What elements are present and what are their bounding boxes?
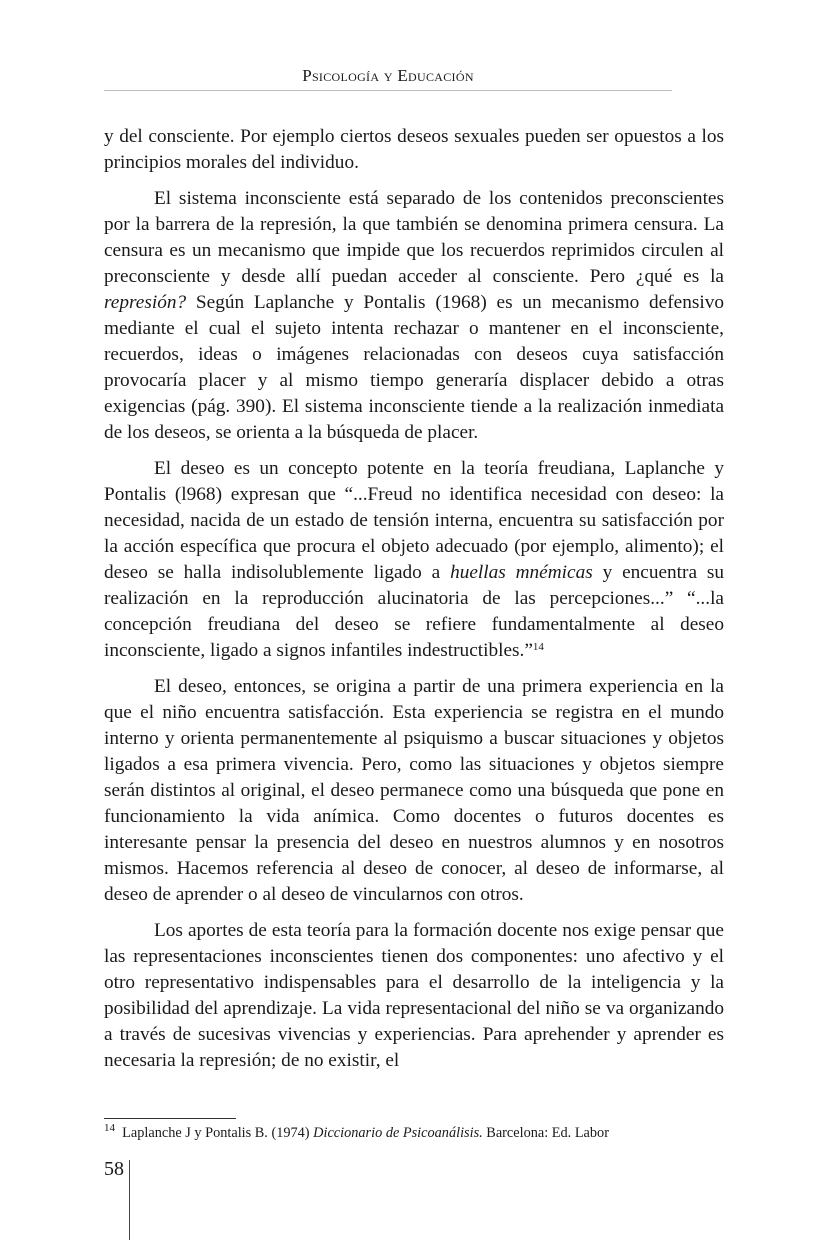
- text-segment: y del consciente. Por ejemplo ciertos deseos sexuales pueden ser opuestos a los principios morales del individuo.: [104, 126, 724, 173]
- italic-term: huellas mnémicas: [450, 562, 593, 583]
- text-segment: y encuentra su realización en la reproducción alucinatoria de las percepciones...” “...la concepción freudiana del deseo se refiere fundamentalmente al deseo inconsciente, ligado a signos infantiles indestructibles.”: [104, 562, 724, 661]
- text-segment: Según Laplanche y Pontalis (1968) es un mecanismo defensivo mediante el cual el sujeto intenta rechazar o mantener en el inconsciente, recuerdos, ideas o imágenes relacionadas con deseos cuya satisfacción provocaría placer y al mismo tiempo generaría displacer debido a otras exigencias (pág. 390). El sistema inconsciente tiende a la realización inmediata de los deseos, se orienta a la búsqueda de placer.: [104, 292, 724, 443]
- text-segment: El sistema inconsciente está separado de los contenidos preconscientes por la barrera de la represión, la que también se denomina primera censura. La censura es un mecanismo que impide que los recuerdos reprimidos circulen al preconsciente y desde allí puedan acceder al consciente. Pero ¿qué es la: [104, 188, 724, 287]
- page-number: 58: [104, 1158, 124, 1180]
- paragraph: [104, 918, 724, 1074]
- footnote-number: 14: [104, 1122, 115, 1134]
- paragraph: [104, 456, 724, 664]
- text-segment: El deseo es un concepto potente en la teoría freudiana, Laplanche y Pontalis (l968) expresan que “...Freud no identifica necesidad con deseo: la necesidad, nacida de un estado de tensión interna, encuentra su satisfacción por la acción específica que procura el objeto adecuado (por ejemplo, alimento); el deseo se halla indisolublemente ligado a: [104, 458, 724, 583]
- footnote-title: Diccionario de Psicoanálisis.: [313, 1125, 483, 1141]
- text-segment: El deseo, entonces, se origina a partir de una primera experiencia en la que el niño encuentra satisfacción. Esta experiencia se registra en el mundo interno y orienta permanentemente al psiquismo a buscar situaciones y objetos ligados a esa primera vivencia. Pero, como las situaciones y objetos siempre serán distintos al original, el deseo permanece como una búsqueda que pone en funcionamiento la vida anímica. Como docentes o futuros docentes es interesante pensar la presencia del deseo en nuestros alumnos y en nosotros mismos. Hacemos referencia al deseo de conocer, al deseo de informarse, al deseo de aprender o al deseo de vincularnos con otros.: [104, 676, 724, 905]
- paragraph: [104, 124, 724, 176]
- footnote-text: Laplanche J y Pontalis B. (1974): [122, 1125, 314, 1141]
- text-segment: Los aportes de esta teoría para la formación docente nos exige pensar que las representaciones inconscientes tienen dos componentes: uno afectivo y el otro representativo indispensables para el desarrollo de la inteligencia y la posibilidad del aprendizaje. La vida representacional del niño se va organizando a través de sucesivas vivencias y experiencias. Para aprehender y aprender es necesaria la represión; de no existir, el: [104, 920, 724, 1071]
- footnote: [104, 1124, 724, 1142]
- footnote-reference: 14: [532, 641, 544, 653]
- page-number-rule: [129, 1160, 130, 1240]
- header-divider: [104, 90, 672, 91]
- paragraph: [104, 186, 724, 446]
- body-text: [104, 124, 724, 1084]
- footnote-divider: [104, 1118, 236, 1119]
- footnote-publisher: Barcelona: Ed. Labor: [482, 1125, 609, 1141]
- paragraph: [104, 674, 724, 908]
- running-header: Psicología y Educación: [302, 66, 474, 85]
- italic-term: represión?: [104, 292, 187, 313]
